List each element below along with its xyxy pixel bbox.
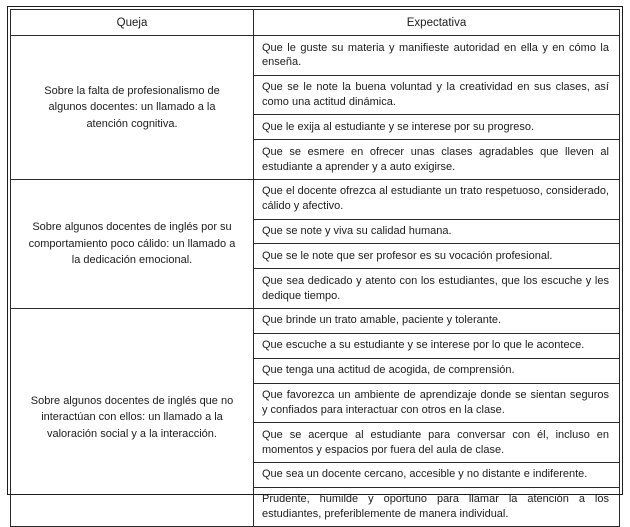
table-outer-frame [7,6,623,521]
expectativa-cell: Que el docente ofrezca al estudiante un trato respetuoso, considerado, cálido y afectivo. [254,179,620,219]
column-header-expectativa: Expectativa [254,10,620,36]
column-header-queja: Queja [11,10,254,36]
table-row [11,179,620,219]
expectativa-cell: Que se esmere en ofrecer unas clases agradables que lleven al estudiante a aprender y a auto exigirse. [254,140,620,180]
expectativa-cell: Que se note y viva su calidad humana. [254,219,620,244]
queja-cell-3: Sobre algunos docentes de inglés que no interactúan con ellos: un llamado a la valoración social y a la interacción. [11,308,254,526]
expectativa-cell: Que brinde un trato amable, paciente y tolerante. [254,308,620,333]
expectativa-cell: Que favorezca un ambiente de aprendizaje donde se sientan seguros y confiados para interactuar con otros en la clase. [254,383,620,423]
header-row [11,10,620,36]
expectativa-cell: Que escuche a su estudiante y se interese por lo que le acontece. [254,333,620,358]
expectativa-cell: Que le exija al estudiante y se interese por su progreso. [254,115,620,140]
expectativa-cell: Que se le note la buena voluntad y la creatividad en sus clases, así como una actitud dinámica. [254,75,620,115]
table-row [11,308,620,333]
queja-cell-2: Sobre algunos docentes de inglés por su comportamiento poco cálido: un llamado a la dedicación emocional. [11,179,254,308]
expectativa-cell: Que se le note que ser profesor es su vocación profesional. [254,244,620,269]
expectativa-cell: Que se acerque al estudiante para conversar con él, incluso en momentos y espacios por fuera del aula de clase. [254,423,620,463]
expectativa-cell: Que sea dedicado y atento con los estudiantes, que los escuche y les dedique tiempo. [254,269,620,309]
expectativa-cell: Que sea un docente cercano, accesible y no distante e indiferente. [254,462,620,487]
expectativa-cell: Que tenga una actitud de acogida, de comprensión. [254,358,620,383]
expectativa-cell: Que le guste su materia y manifieste autoridad en ella y en cómo la enseña. [254,36,620,76]
table-row [11,36,620,76]
expectativa-cell: Prudente, humilde y oportuno para llamar la atención a los estudiantes, preferiblemente de manera individual. [254,487,620,527]
queja-cell-1: Sobre la falta de profesionalismo de algunos docentes: un llamado a la atención cognitiva. [11,36,254,180]
queja-expectativa-table [10,9,620,527]
